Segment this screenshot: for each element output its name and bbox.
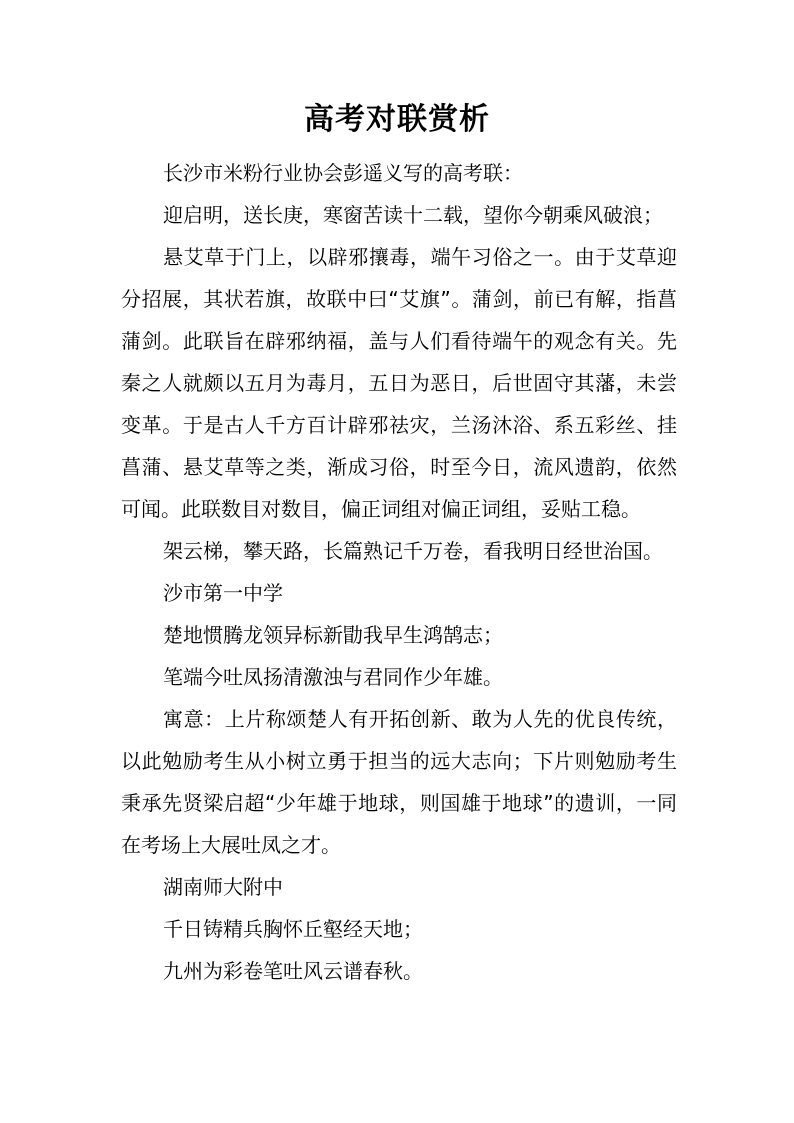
- document-title: 高考对联赏析: [304, 102, 490, 137]
- paragraph-intro: 长沙市米粉行业协会彭遥义写的高考联：: [163, 161, 523, 185]
- paragraph-commentary: 悬艾草于门上，以辟邪攘毒，端午习俗之一。由于艾草迎分招展，其状若旗，故联中曰“艾旗”。蒲剑，前已有解，指菖蒲剑。此联旨在辟邪纳福，盖与人们看待端午的观念有关。先秦之人就颇以五月为毒月，五日为恶日，后世固守其藩，未尝变革。于是古人千方百计辟邪祛灾，兰汤沐浴、系五彩丝、挂菖蒲、悬艾草等之类，渐成习俗，时至今日，流风遗韵，依然可闻。此联数目对数目，偏正词组对偏正词组，妥贴工稳。: [121, 245, 677, 521]
- paragraph-school-name: 湖南师大附中: [163, 875, 283, 899]
- paragraph-couplet-lower: 笔端今吐凤扬清激浊与君同作少年雄。: [163, 665, 503, 689]
- paragraph-couplet-upper: 千日铸精兵胸怀丘壑经天地；: [163, 917, 423, 941]
- paragraph-couplet-line-2: 架云梯，攀天路，长篇熟记千万卷，看我明日经世治国。: [163, 539, 663, 563]
- paragraph-couplet-upper: 楚地惯腾龙领异标新勖我早生鸿鹄志；: [163, 623, 503, 647]
- paragraph-school-name: 沙市第一中学: [163, 581, 283, 605]
- paragraph-couplet-lower: 九州为彩卷笔吐风云谱春秋。: [163, 959, 423, 983]
- paragraph-meaning: 寓意：上片称颂楚人有开拓创新、敢为人先的优良传统，以此勉励考生从小树立勇于担当的远大志向；下片则勉励考生秉承先贤梁启超“少年雄于地球，则国雄于地球”的遗训，一同在考场上大展吐凤之才。: [121, 707, 677, 857]
- paragraph-couplet-line-1: 迎启明，送长庚，寒窗苦读十二载，望你今朝乘风破浪；: [163, 203, 663, 227]
- document-body: [121, 152, 677, 992]
